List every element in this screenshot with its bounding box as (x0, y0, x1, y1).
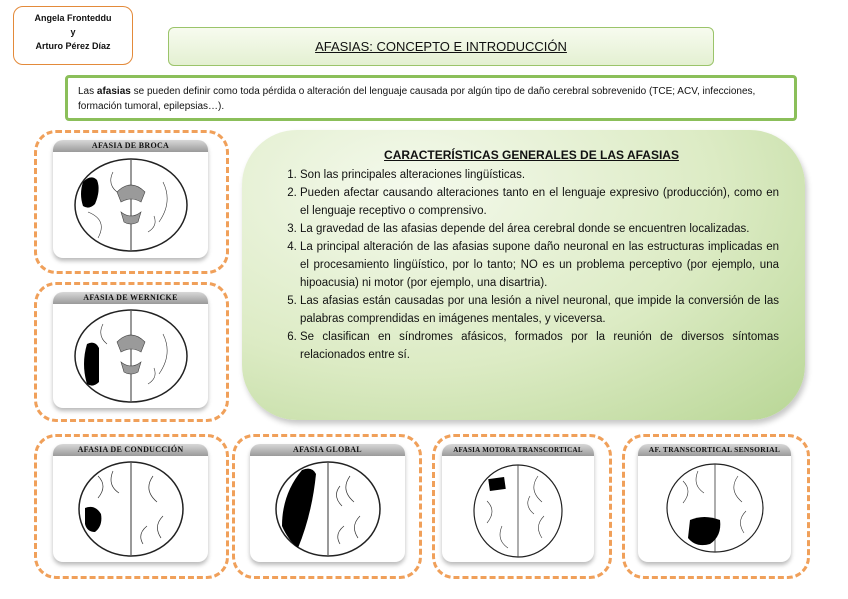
brain-card-global (250, 444, 405, 562)
brain-card-title: AFASIA GLOBAL (250, 444, 405, 456)
author-2: Arturo Pérez Díaz (35, 41, 111, 51)
brain-card-title: AFASIA DE WERNICKE (53, 292, 208, 304)
brain-diagram (53, 152, 208, 258)
brain-card-wernicke (53, 292, 208, 408)
brain-card-conduccion (53, 444, 208, 562)
definition-text: se pueden definir como toda pérdida o alteración del lenguaje causada por algún tipo de daño cerebral sobrevenido (TCE; ACV, infecciones, formación tumoral, epilepsias…). (78, 86, 756, 112)
characteristic-item: 6. Se clasifican en síndromes afásicos, formados por la reunión de diversos síntomas relacionados entre sí. (300, 328, 779, 364)
brain-card-sensorial (638, 444, 791, 562)
brain-card-title: AFASIA DE CONDUCCIÓN (53, 444, 208, 456)
definition-term: afasias (96, 86, 131, 97)
author-1: Angela Fronteddu (34, 13, 112, 23)
brain-card-title: AFASIA DE BROCA (53, 140, 208, 152)
brain-diagram (638, 456, 791, 562)
brain-diagram (442, 456, 594, 562)
brain-card-title: AFASIA MOTORA TRANSCORTICAL (442, 444, 594, 456)
characteristic-item: 4. La principal alteración de las afasias supone daño neuronal en las estructuras implicadas en el procesamiento lingüístico, por lo tanto; NO es un problema perceptivo (por ejemplo, una hipoacusia) ni motor (por ejemplo, una disartria). (300, 238, 779, 292)
definition-box (65, 75, 797, 121)
author-connector: y (70, 27, 76, 37)
characteristic-item: 3. La gravedad de las afasias depende del área cerebral donde se encuentren localizadas. (300, 220, 779, 238)
brain-diagram (53, 456, 208, 562)
authors-box (13, 6, 133, 65)
characteristic-item: 5. Las afasias están causadas por una lesión a nivel neuronal, que impide la conversión de las palabras comprendidas en imágenes mentales, y viceversa. (300, 292, 779, 328)
brain-card-title: AF. TRANSCORTICAL SENSORIAL (638, 444, 791, 456)
page-title: AFASIAS: CONCEPTO E INTRODUCCIÓN (168, 27, 714, 66)
characteristic-item: 1. Son las principales alteraciones lingüísticas. (300, 166, 779, 184)
brain-diagram (53, 304, 208, 408)
definition-pre: Las (78, 86, 97, 97)
characteristic-item: 2. Pueden afectar causando alteraciones tanto en el lenguaje expresivo (producción), como en el lenguaje receptivo o comprensivo. (300, 184, 779, 220)
characteristics-list (284, 166, 779, 364)
brain-card-broca (53, 140, 208, 258)
brain-card-motora (442, 444, 594, 562)
characteristics-panel (242, 130, 805, 420)
brain-diagram (250, 456, 405, 562)
characteristics-heading: CARACTERÍSTICAS GENERALES DE LAS AFASIAS (384, 148, 679, 162)
